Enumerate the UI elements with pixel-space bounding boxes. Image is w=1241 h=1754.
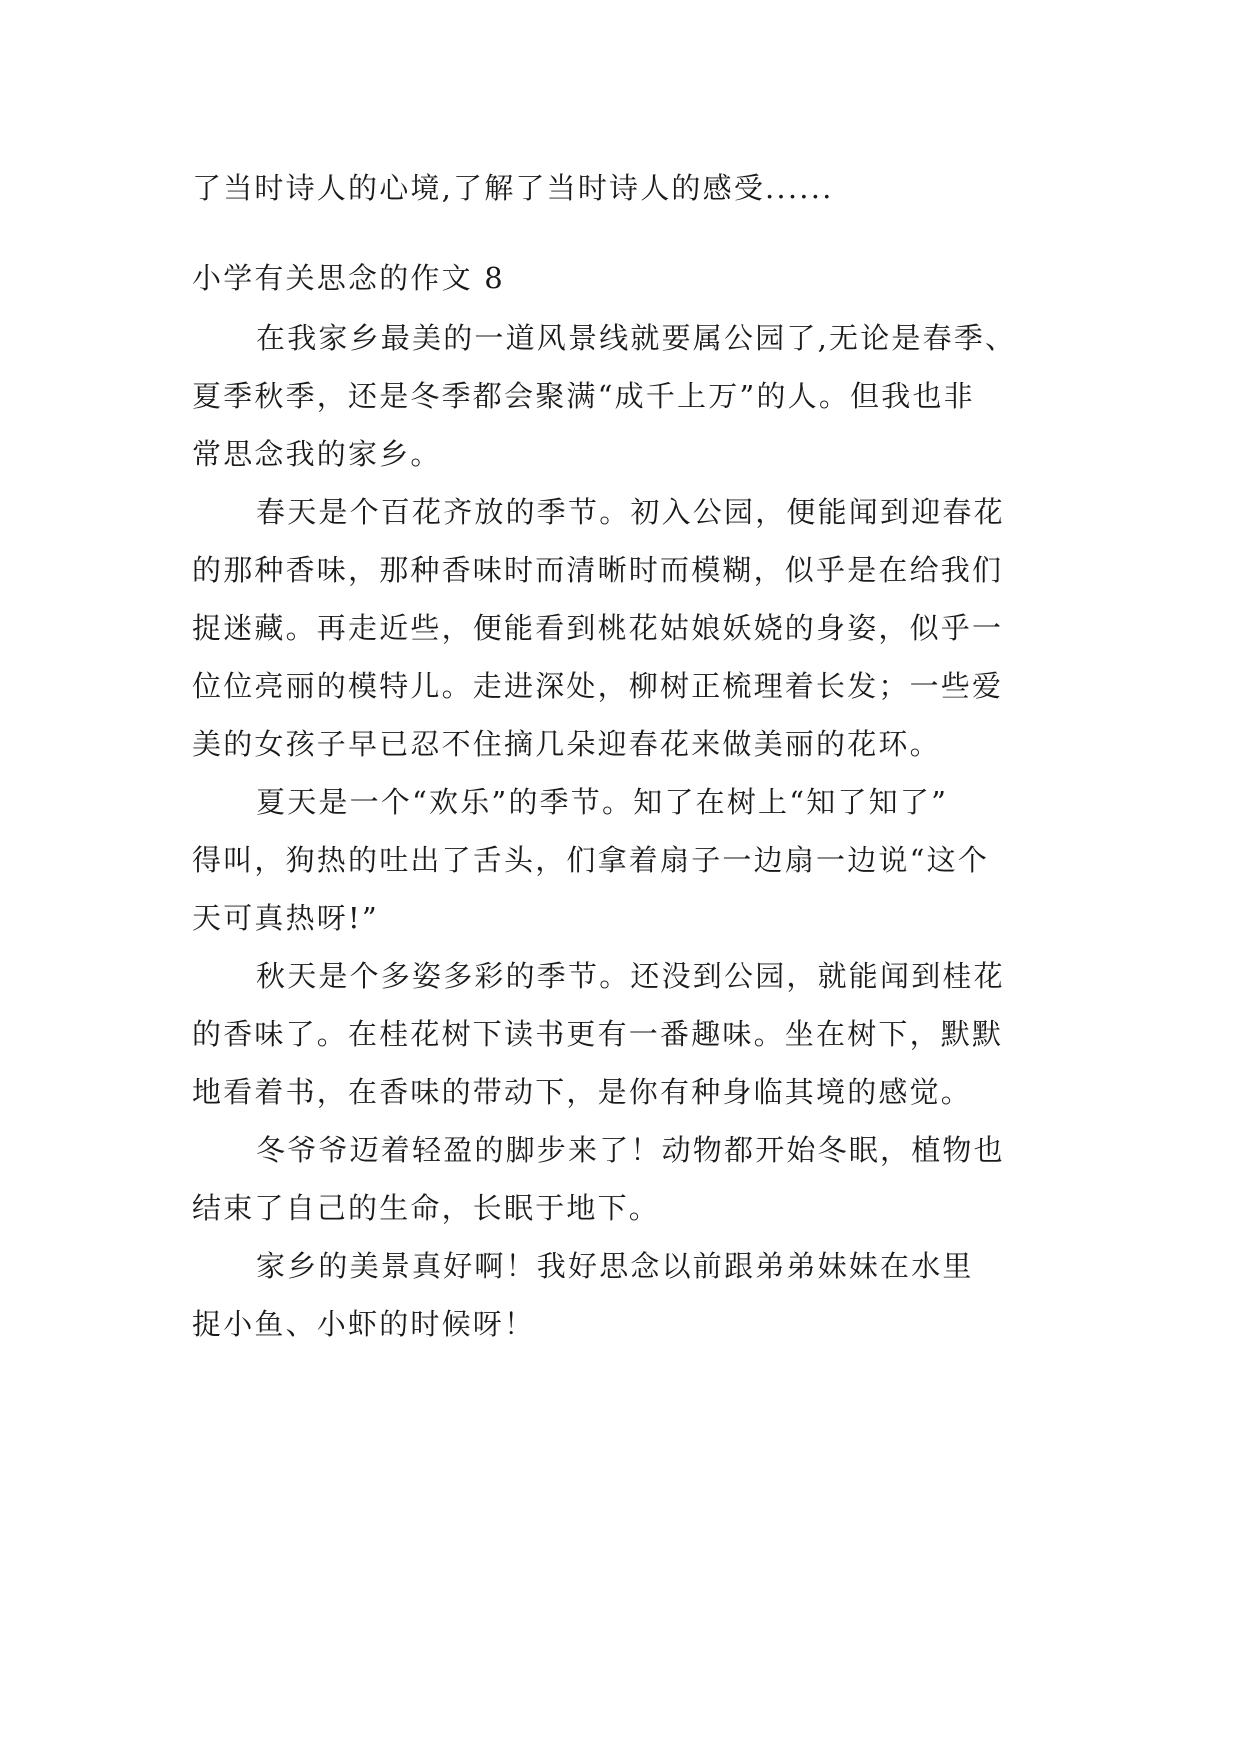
paragraph-winter-line-2: 结束了自己的生命，长眠于地下。: [192, 1191, 661, 1225]
paragraph-summer-line-3: 天可真热呀!”: [192, 901, 379, 935]
paragraph-spring-line-1: 春天是个百花齐放的季节。初入公园，便能闻到迎春花: [256, 495, 1005, 529]
paragraph-intro-line-3: 常思念我的家乡。: [192, 437, 442, 471]
essay-heading: 小学有关思念的作文 8: [192, 261, 505, 295]
paragraph-intro-line-1: 在我家乡最美的一道风景线就要属公园了,无论是春季、: [256, 321, 1017, 355]
paragraph-spring-line-2: 的那种香味，那种香味时而清晰时而模糊，似乎是在给我们: [192, 553, 1004, 587]
paragraph-intro-line-2: 夏季秋季，还是冬季都会聚满“成千上万”的人。但我也非: [192, 379, 975, 413]
paragraph-summer-line-2: 得叫，狗热的吐出了舌头，们拿着扇子一边扇一边说“这个: [192, 843, 990, 877]
paragraph-spring-line-4: 位位亮丽的模特儿。走进深处，柳树正梳理着长发；一些爱: [192, 669, 1004, 703]
paragraph-autumn-line-3: 地看着书，在香味的带动下，是你有种身临其境的感觉。: [192, 1075, 973, 1109]
paragraph-closing-line-2: 捉小鱼、小虾的时候呀！: [192, 1307, 536, 1341]
text-line-continuation: 了当时诗人的心境,了解了当时诗人的感受......: [192, 171, 834, 205]
paragraph-spring-line-3: 捉迷藏。再走近些，便能看到桃花姑娘妖娆的身姿，似乎一: [192, 611, 1004, 645]
paragraph-autumn-line-2: 的香味了。在桂花树下读书更有一番趣味。坐在树下，默默: [192, 1017, 1004, 1051]
paragraph-autumn-line-1: 秋天是个多姿多彩的季节。还没到公园，就能闻到桂花: [256, 959, 1005, 993]
paragraph-spring-line-5: 美的女孩子早已忍不住摘几朵迎春花来做美丽的花环。: [192, 727, 941, 761]
paragraph-summer-line-1: 夏天是一个“欢乐”的季节。知了在树上“知了知了”: [256, 785, 949, 819]
paragraph-winter-line-1: 冬爷爷迈着轻盈的脚步来了！动物都开始冬眠，植物也: [256, 1133, 1005, 1167]
paragraph-closing-line-1: 家乡的美景真好啊！我好思念以前跟弟弟妹妹在水里: [256, 1249, 974, 1283]
